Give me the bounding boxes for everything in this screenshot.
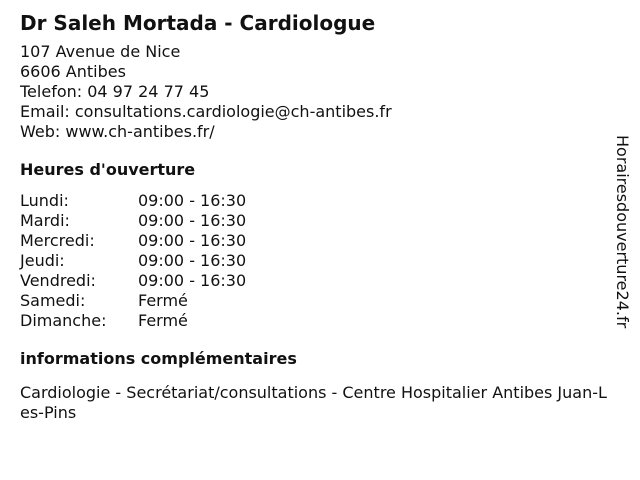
hours-row-thursday [20,251,605,271]
day-label: Lundi: [20,191,69,210]
time-value: 09:00 - 16:30 [138,211,247,230]
phone-number: Telefon: 04 97 24 77 45 [20,82,210,101]
time-value: Fermé [138,311,188,330]
hours-row-wednesday [20,231,605,251]
day-label: Dimanche: [20,311,107,330]
day-label: Mardi: [20,211,70,230]
business-card [20,10,605,423]
watermark: Horairesdouverture24.fr [613,135,632,329]
city-address: 6606 Antibes [20,62,126,81]
day-label: Jeudi: [20,251,65,270]
info-heading: informations complémentaires [20,349,297,368]
day-label: Vendredi: [20,271,96,290]
day-label: Mercredi: [20,231,95,250]
hours-row-monday [20,191,605,211]
time-value: 09:00 - 16:30 [138,251,247,270]
time-value: Fermé [138,291,188,310]
hours-row-tuesday [20,211,605,231]
hours-row-sunday [20,311,605,331]
time-value: 09:00 - 16:30 [138,271,247,290]
street-address: 107 Avenue de Nice [20,42,181,61]
time-value: 09:00 - 16:30 [138,231,247,250]
page-title: Dr Saleh Mortada - Cardiologue [20,11,376,35]
time-value: 09:00 - 16:30 [138,191,247,210]
hours-row-friday [20,271,605,291]
website: Web: www.ch-antibes.fr/ [20,122,215,141]
info-description: Cardiologie - Secrétariat/consultations - Centre Hospitalier Antibes Juan-Les-Pins [20,383,607,422]
address-block [20,42,605,142]
hours-heading: Heures d'ouverture [20,160,196,179]
hours-row-saturday [20,291,605,311]
day-label: Samedi: [20,291,86,310]
email-address: Email: consultations.cardiologie@ch-antibes.fr [20,102,392,121]
opening-hours-list [20,191,605,331]
